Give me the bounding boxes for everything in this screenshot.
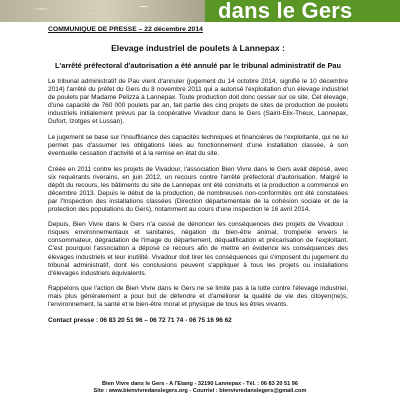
header-banner [0, 0, 400, 22]
footer-web-contact: Site : www.bienvivredanslegers.org - Courriel : bienvivredanslegers@gmail.com [93, 388, 307, 394]
document-subtitle: L'arrêté préfectoral d'autorisation a été annulé par le tribunal administratif de Pau [54, 61, 342, 71]
document-title: Elevage industriel de poulets à Lannepax : [111, 43, 285, 54]
press-release-body [48, 26, 348, 325]
press-release-header: COMMUNIQUE DE PRESSE – 22 décembre 2014 [48, 26, 203, 33]
banner-photo [0, 0, 205, 22]
paragraph-2: Le jugement se base sur l'insuffisance des capacités techniques et financières de l'exploitante, qui ne lui permet pas d'assumer les obligations liées au fonctionnement d'une installation classée, à son éventuelle cessation d'activité et à la remise en état du site. [48, 133, 348, 158]
banner-title: dans le Gers [218, 0, 353, 22]
paragraph-3: Créée en 2011 contre les projets de Vivadour, l'association Bien Vivre dans le Gers avait déposé, avec six requérants riverains, en juin 2012, un recours contre l'arrêté préfectoral d'autorisation. Malgré le dépôt du recours, les bâtiments du site de Lannepax ont été construits et la production a commencé en décembre 2013. Depuis le début de la production, de nombreuses non-conformités ont été constatées par l'Inspection des installations classées (Direction départementale de la cohésion sociale et de la protection des populations du Gers), notamment au cours d'une inspection le 16 avril 2014. [48, 165, 348, 213]
press-contact: Contact presse : 06 83 20 51 96 – 06 72 71 74 - 06 75 16 96 62 [48, 316, 232, 324]
paragraph-4: Depuis, Bien Vivre dans le Gers n'a cessé de dénoncer les conséquences des projets de Vivadour : risques environnementaux et sanitaires, négation du bien-être animal, tromperie envers le consommateur, dégradation de l'image du département, déqualification et précarisation de l'exploitant. C'est pourquoi l'association a déposé ce recours afin de mettre en évidence les conséquences des élevages industriels et leur inutilité. Vivadour doit tirer les conséquences qui s'imposent du jugement du tribunal administratif, dont les conclusions peuvent s'appliquer à tous les projets ou installations d'élevages industriels équivalents. [48, 221, 348, 277]
paragraph-1: Le tribunal administratif de Pau vient d'annuler (jugement du 14 octobre 2014, signifié le 10 décembre 2014) l'arrêté du préfet du Gers du 8 novembre 2011 qui a autorisé l'exploitation d'un élevage industriel de poulets par Madame Pelizza à Lannepax. Toute production doit donc cesser sur ce site. Cet élevage, d'une capacité de 760 000 poulets par an, fait partie des cinq projets de sites de production de poulets industriels initialement prévus par la coopérative Vivadour dans le Gers (Saint-Elix-Theux, Lannepax, Dufort, Izotges et Lussan). [48, 78, 348, 126]
footer-address: Bien Vivre dans le Gers - A l'Etang - 32190 Lannepax - Tél. : 06 83 20 51 96 [101, 381, 299, 387]
paragraph-5: Rappelons que l'action de Bien Vivre dans le Gers ne se limite pas à la lutte contre l'élevage industriel, mais plus généralement a pour but de défendre et d'améliorer la qualité de vie des citoyen(ne)s, l'environnement, la santé et le bien-être moral et physique de tous les êtres vivants. [48, 285, 348, 309]
